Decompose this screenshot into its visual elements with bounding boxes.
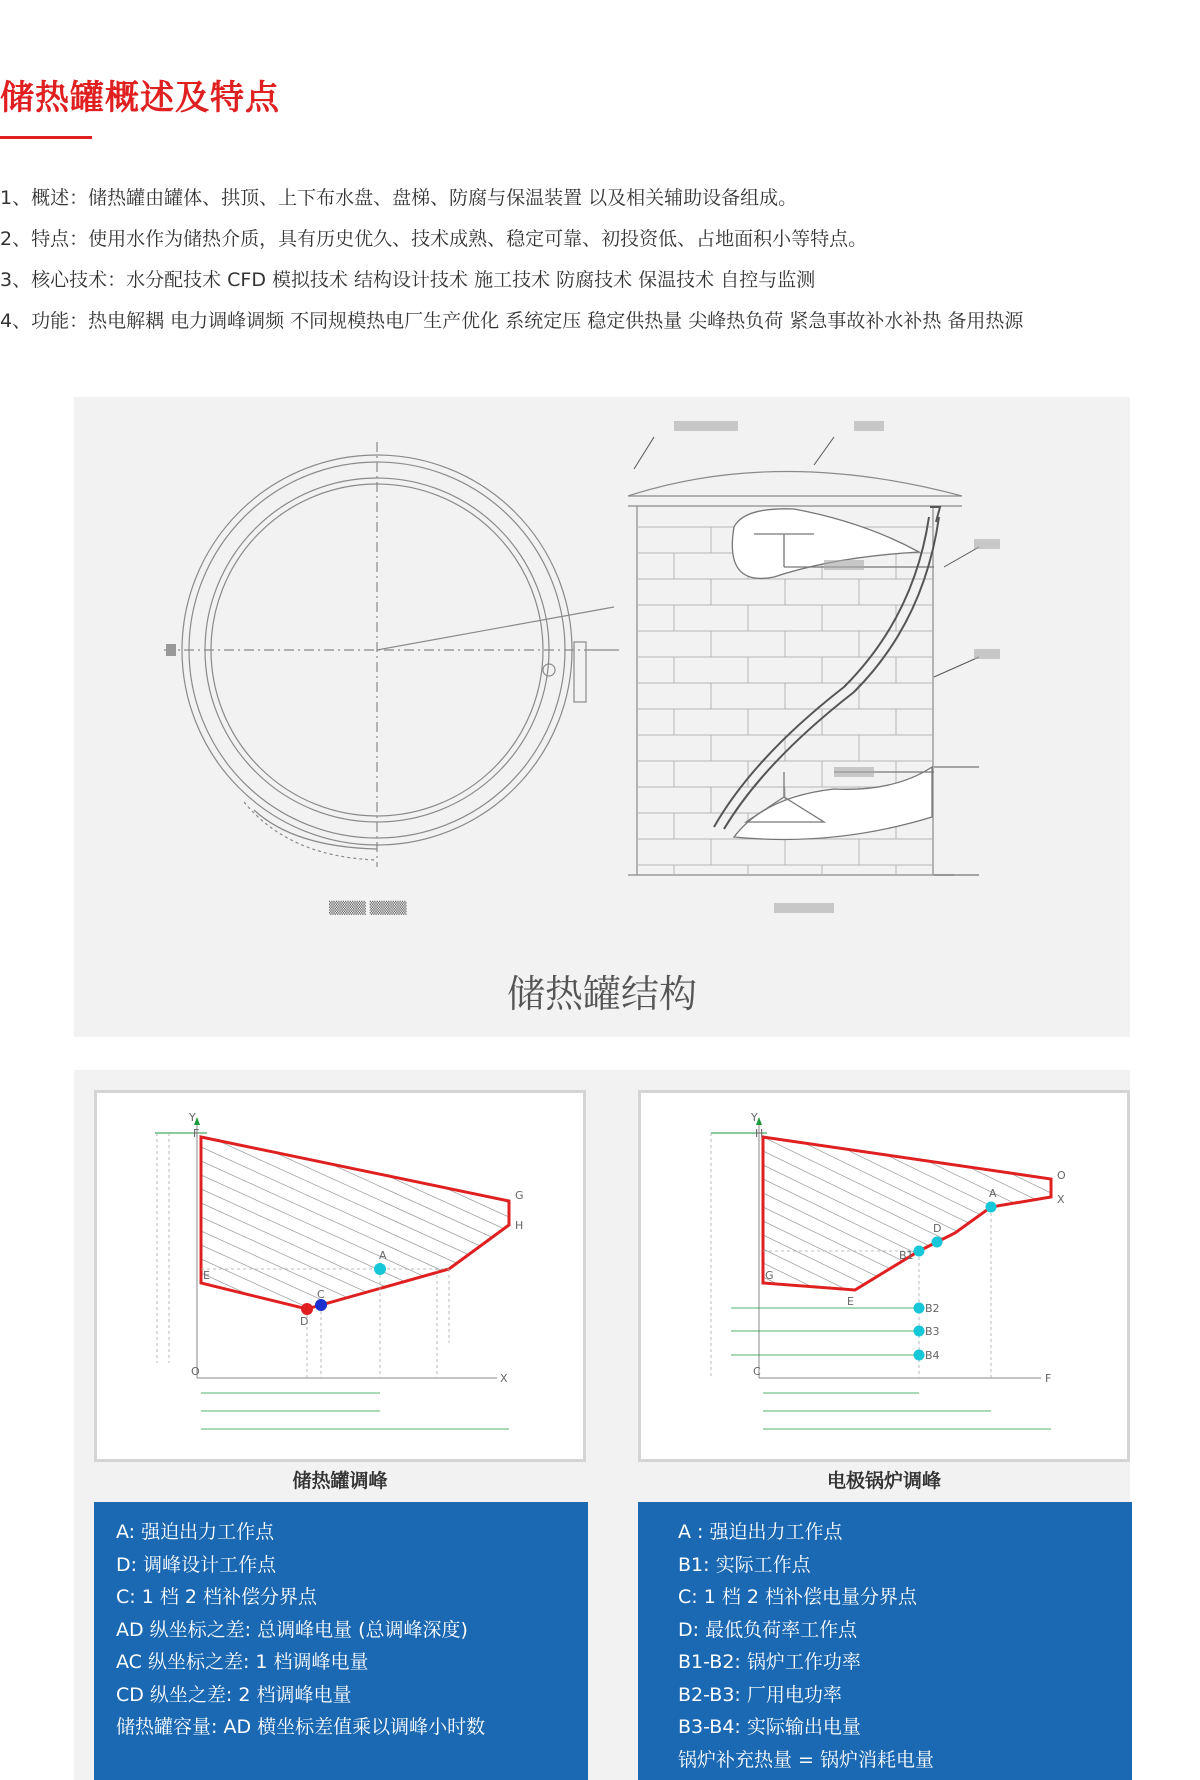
boiler-peak-chart	[638, 1090, 1130, 1462]
point-label: C	[317, 1288, 325, 1301]
tank-peak-chart	[94, 1090, 586, 1462]
page-title: 储热罐概述及特点	[0, 78, 280, 118]
marker-icon	[166, 644, 176, 656]
point-label: C	[753, 1365, 761, 1378]
tank-structure-drawing	[74, 397, 1130, 1037]
note-item: A: 强迫出力工作点	[116, 1521, 275, 1543]
point-label: B2	[925, 1302, 940, 1315]
point-a-marker	[986, 1202, 997, 1213]
point-label: X	[500, 1372, 508, 1385]
note-item: A : 强迫出力工作点	[678, 1521, 843, 1543]
point-b4-marker	[914, 1350, 925, 1361]
tank-notes-box	[94, 1502, 588, 1780]
point-label: A	[379, 1249, 387, 1262]
point-label: G	[515, 1189, 524, 1202]
note-item: D: 调峰设计工作点	[116, 1553, 277, 1576]
point-label: E	[847, 1295, 854, 1308]
point-b3-marker	[914, 1326, 925, 1337]
peak-shaving-section	[74, 1070, 1130, 1780]
point-c-marker	[932, 1237, 943, 1248]
note-item: AD 纵坐标之差: 总调峰电量 (总调峰深度)	[116, 1618, 468, 1641]
point-label: G	[765, 1269, 774, 1282]
boiler-notes-box	[638, 1502, 1132, 1780]
note-item: C: 1 档 2 档补偿分界点	[116, 1586, 318, 1608]
point-b1-marker	[914, 1246, 925, 1257]
point-label: B4	[925, 1349, 940, 1362]
point-label: D	[300, 1315, 309, 1328]
overview-list	[0, 178, 1023, 342]
boiler-peak-diagram	[641, 1093, 1127, 1459]
point-label: O	[1057, 1169, 1066, 1182]
point-label: E	[203, 1269, 210, 1282]
point-label: B1	[899, 1249, 914, 1262]
title-underline	[0, 136, 92, 139]
point-b2-marker	[914, 1303, 925, 1314]
overview-item: 1、概述：储热罐由罐体、拱顶、上下布水盘、盘梯、防腐与保温装置 以及相关辅助设备组成。	[0, 187, 798, 209]
overview-item: 2、特点：使用水作为储热介质，具有历史优久、技术成熟、稳定可靠、初投资低、占地面积小等特点。	[0, 228, 868, 250]
note-item: AC 纵坐标之差: 1 档调峰电量	[116, 1651, 369, 1673]
note-item: B1: 实际工作点	[678, 1553, 811, 1576]
note-item: 储热罐容量: AD 横坐标差值乘以调峰小时数	[116, 1716, 486, 1738]
overview-item: 3、核心技术：水分配技术 CFD 模拟技术 结构设计技术 施工技术 防腐技术 保温技术 自控与监测	[0, 269, 816, 291]
note-item: D: 最低负荷率工作点	[678, 1618, 858, 1641]
tank-chart-caption: 储热罐调峰	[292, 1470, 388, 1492]
point-label: H	[515, 1219, 524, 1232]
point-d-marker	[301, 1303, 313, 1315]
note-item: 锅炉补充热量 = 锅炉消耗电量	[678, 1748, 934, 1771]
point-label: O	[191, 1365, 200, 1378]
note-item: B1-B2: 锅炉工作功率	[678, 1651, 861, 1673]
structure-caption: 储热罐结构	[506, 972, 697, 1016]
note-item: C: 1 档 2 档补偿电量分界点	[678, 1586, 918, 1608]
point-label: X	[1057, 1193, 1065, 1206]
plan-view-label: ▒▒▒▒ ▒▒▒▒	[329, 901, 407, 915]
tank-structure-figure	[74, 397, 1130, 1037]
point-label: F	[1045, 1372, 1052, 1385]
tank-peak-diagram	[97, 1093, 583, 1459]
point-label: Y	[189, 1111, 196, 1124]
overview-item: 4、功能：热电解耦 电力调峰调频 不同规模热电厂生产优化 系统定压 稳定供热量 尖峰热负荷 紧急事故补水补热 备用热源	[0, 310, 1024, 332]
note-item: B3-B4: 实际输出电量	[678, 1716, 861, 1738]
point-a-marker	[374, 1263, 386, 1275]
point-label: Y	[751, 1111, 758, 1124]
point-label: B3	[925, 1325, 940, 1338]
point-label: F	[193, 1127, 200, 1140]
point-label: A	[989, 1187, 997, 1200]
boiler-chart-caption: 电极锅炉调峰	[826, 1470, 941, 1492]
note-item: CD 纵坐之差: 2 档调峰电量	[116, 1683, 352, 1706]
point-label: H	[755, 1127, 764, 1140]
note-item: B2-B3: 厂用电功率	[678, 1683, 842, 1706]
point-label: D	[933, 1222, 942, 1235]
